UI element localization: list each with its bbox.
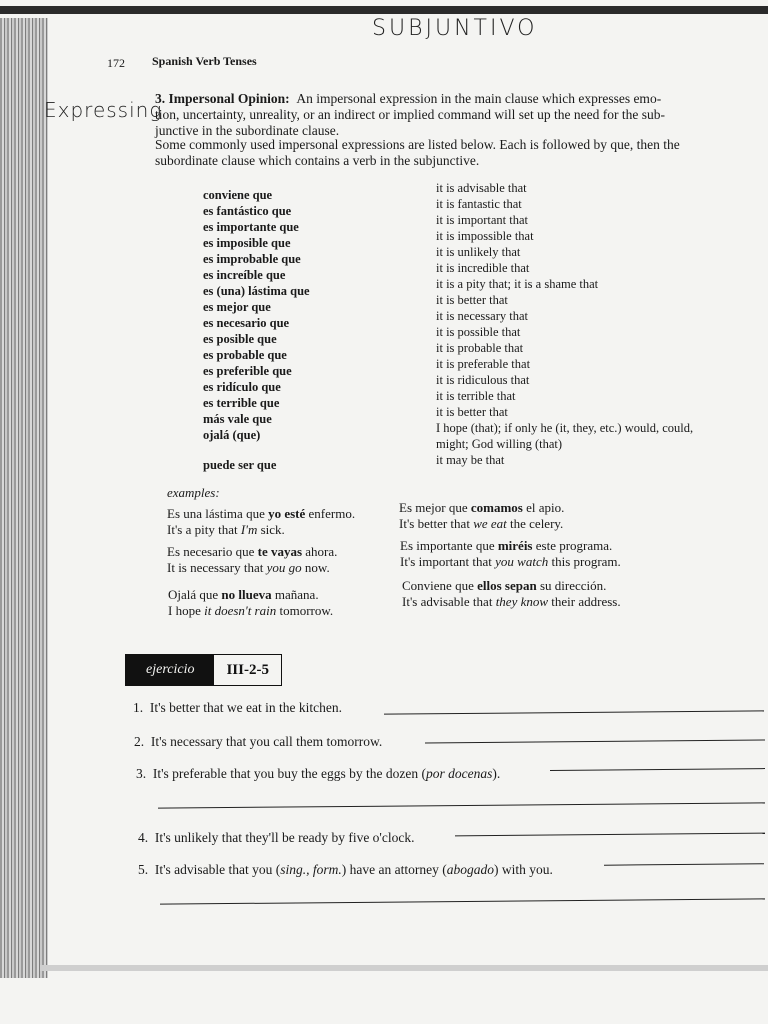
exercise-number: III-2-5	[214, 655, 281, 685]
expression-en: I hope (that); if only he (it, they, etc.) would, could,	[436, 421, 694, 435]
expression-en: might; God willing (that)	[436, 437, 563, 451]
question-text: It's preferable that you buy the eggs by the dozen (	[152, 766, 426, 781]
expression-en: it is terrible that	[436, 389, 516, 403]
expression-en: it is unlikely that	[436, 245, 521, 259]
expression-es: es posible que	[203, 332, 277, 346]
example-block	[167, 544, 337, 576]
expression-es: es preferible que	[203, 364, 292, 378]
question-text: It's necessary that you call them tomorrow.	[150, 734, 383, 749]
expression-en: it is a pity that; it is a shame that	[436, 277, 599, 291]
handwritten-title: SUBJUNTIVO	[372, 16, 538, 41]
expression-en: it is fantastic that	[436, 197, 522, 211]
expression-es: es necesario que	[203, 316, 290, 330]
expression-es: es terrible que	[203, 396, 280, 410]
answer-line[interactable]	[455, 833, 765, 837]
question-italic: sing., form.	[280, 862, 342, 877]
example-text: their address.	[548, 594, 621, 609]
example-verb-en: we eat	[473, 516, 507, 531]
example-block	[167, 506, 355, 538]
expression-en: it is necessary that	[436, 309, 528, 323]
answer-line[interactable]	[160, 898, 765, 904]
exercise-label: ejercicio	[126, 655, 214, 685]
question-italic: por docenas	[425, 766, 493, 781]
question-text: It's unlikely that they'll be ready by five o'clock.	[154, 830, 415, 845]
example-text: It's better that	[399, 516, 474, 531]
example-text: the celery.	[506, 516, 564, 531]
question-text: ) have an attorney (	[341, 862, 447, 877]
answer-line[interactable]	[425, 740, 765, 744]
example-block	[402, 578, 621, 610]
expression-en: it may be that	[436, 453, 505, 467]
example-verb: comamos	[470, 500, 523, 515]
answer-line[interactable]	[604, 863, 764, 865]
example-verb-en: you watch	[495, 554, 549, 569]
answer-line[interactable]	[550, 768, 765, 771]
section-note	[155, 137, 755, 169]
expression-en: it is possible that	[436, 325, 521, 339]
section-intro	[155, 91, 755, 139]
example-text: now.	[301, 560, 330, 575]
example-text: Es una lástima que	[167, 506, 269, 521]
question-number: 3.	[136, 766, 147, 781]
intro-line-1: An impersonal expression in the main clause which expresses emo-	[296, 91, 662, 106]
example-text: ahora.	[302, 544, 338, 559]
page-top-edge	[0, 6, 768, 14]
note-line-2: subordinate clause which contains a verb in the subjunctive.	[155, 153, 480, 168]
expression-es: es importante que	[203, 220, 299, 234]
example-block	[400, 538, 621, 570]
example-block	[399, 500, 564, 532]
example-text: este programa.	[532, 538, 613, 553]
page-bottom-edge	[40, 965, 768, 971]
expression-en: it is important that	[436, 213, 529, 227]
example-verb: miréis	[497, 538, 533, 553]
expression-en: it is better that	[436, 293, 508, 307]
expression-en: it is incredible that	[436, 261, 530, 275]
example-text: Es importante que	[400, 538, 498, 553]
example-text: It's advisable that	[402, 594, 496, 609]
example-text: mañana.	[271, 587, 319, 602]
expression-en: it is advisable that	[436, 181, 527, 195]
question-text: It's better that we eat in the kitchen.	[149, 700, 342, 715]
question-2	[134, 734, 382, 750]
example-text: It's a pity that	[167, 522, 241, 537]
example-text: su dirección.	[536, 578, 607, 593]
question-number: 2.	[134, 734, 145, 749]
question-4	[138, 830, 414, 846]
example-verb-en: it doesn't rain	[204, 603, 277, 618]
page-number: 172	[107, 56, 125, 70]
example-text: tomorrow.	[276, 603, 334, 618]
section-heading: 3. Impersonal Opinion:	[155, 91, 290, 106]
expression-es-last: puede ser que	[203, 458, 277, 472]
expression-es: es improbable que	[203, 252, 301, 266]
question-number: 5.	[138, 862, 149, 877]
expression-es: es fantástico que	[203, 204, 292, 218]
expression-es: es increíble que	[203, 268, 286, 282]
question-3	[136, 766, 500, 782]
question-number: 1.	[133, 700, 144, 715]
expression-en: it is ridiculous that	[436, 373, 530, 387]
expression-en: it is probable that	[436, 341, 524, 355]
book-title: Spanish Verb Tenses	[152, 54, 257, 68]
example-text: sick.	[257, 522, 285, 537]
example-verb-en: I'm	[240, 522, 258, 537]
expression-es: es ridículo que	[203, 380, 281, 394]
question-1	[133, 700, 342, 716]
question-text: ).	[492, 766, 501, 781]
answer-line[interactable]	[158, 802, 765, 808]
example-text: el apio.	[522, 500, 565, 515]
example-verb: ellos sepan	[477, 578, 537, 593]
example-text: It is necessary that	[167, 560, 267, 575]
intro-line-2: tion, uncertainty, unreality, or an indirect or implied command will set up the need for the sub-	[155, 107, 665, 122]
example-verb-en: they know	[495, 594, 549, 609]
expression-es: es imposible que	[203, 236, 291, 250]
example-text: Es mejor que	[399, 500, 471, 515]
note-line-1: Some commonly used impersonal expressions are listed below. Each is followed by que, then the	[155, 137, 680, 152]
expression-es: es mejor que	[203, 300, 271, 314]
expression-en: it is better that	[436, 405, 508, 419]
example-verb: yo esté	[268, 506, 306, 521]
example-verb: no llueva	[221, 587, 272, 602]
example-text: Conviene que	[402, 578, 478, 593]
question-italic: abogado	[446, 862, 494, 877]
example-text: this program.	[548, 554, 621, 569]
intro-line-3: junctive in the subordinate clause.	[155, 123, 340, 138]
expression-es: es (una) lástima que	[203, 284, 310, 298]
expression-es: más vale que	[203, 412, 272, 426]
handwritten-margin-note: Expressing	[44, 98, 163, 122]
example-verb-en: you go	[266, 560, 302, 575]
expression-en: it is preferable that	[436, 357, 531, 371]
question-text: ) with you.	[494, 862, 553, 877]
example-text: Ojalá que	[168, 587, 222, 602]
exercise-badge	[125, 654, 282, 686]
example-text: It's important that	[400, 554, 496, 569]
expression-en: it is impossible that	[436, 229, 534, 243]
expression-es: conviene que	[203, 188, 273, 202]
spanish-expression-list	[203, 187, 310, 473]
example-text: I hope	[168, 603, 205, 618]
examples-label: examples:	[167, 485, 220, 500]
question-5	[138, 862, 553, 878]
example-verb: te vayas	[257, 544, 303, 559]
question-text: It's advisable that you (	[154, 862, 281, 877]
expression-es: ojalá (que)	[203, 428, 261, 442]
question-number: 4.	[138, 830, 149, 845]
book-binding	[0, 18, 48, 978]
example-text: enfermo.	[305, 506, 356, 521]
english-translation-list	[436, 180, 693, 468]
expression-es: es probable que	[203, 348, 287, 362]
answer-line[interactable]	[384, 710, 764, 714]
example-text: Es necesario que	[167, 544, 258, 559]
example-block	[168, 587, 333, 619]
